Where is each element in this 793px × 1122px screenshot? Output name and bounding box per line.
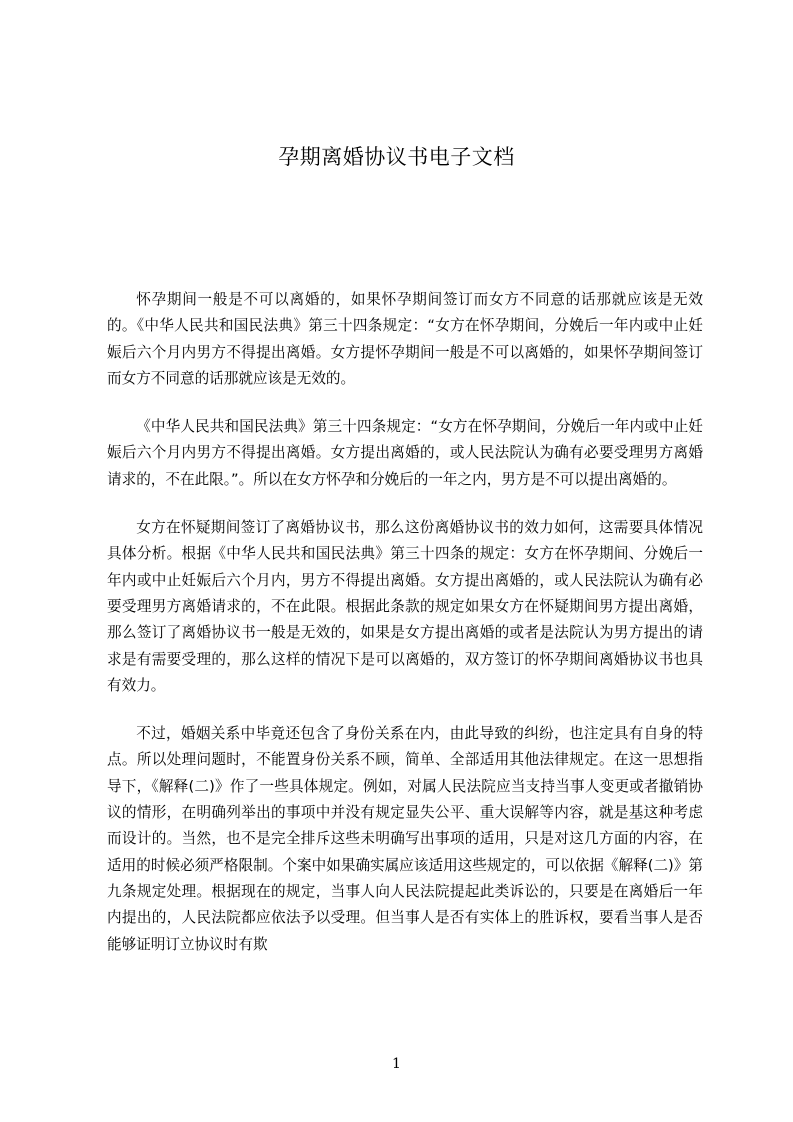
page-number: 1 xyxy=(392,1056,401,1072)
document-title: 孕期离婚协议书电子文档 xyxy=(278,145,515,169)
paragraph: 女方在怀疑期间签订了离婚协议书，那么这份离婚协议书的效力如何，这需要具体情况具体分析。根据《中华人民共和国民法典》第三十四条的规定：女方在怀孕期间、分娩后一年内或中止妊娠后六个月内，男方不得提出离婚。女方提出离婚的，或人民法院认为确有必要受理男方离婚请求的，不在此限。根据此条款的规定如果女方在怀疑期间男方提出离婚，那么签订了离婚协议书一般是无效的，如果是女方提出离婚的或者是法院认为男方提出的请求是有需要受理的，那么这样的情况下是可以离婚的，双方签订的怀孕期间离婚协议书也具有效力。 xyxy=(107,519,703,694)
document-body xyxy=(107,287,703,980)
paragraph: 《中华人民共和国民法典》第三十四条规定：“女方在怀孕期间，分娩后一年内或中止妊娠后六个月内男方不得提出离婚。女方提出离婚的，或人民法院认为确有必要受理男方离婚请求的，不在此限。”。所以在女方怀孕和分娩后的一年之内，男方是不可以提出离婚的。 xyxy=(107,418,703,488)
paragraph: 不过，婚姻关系中毕竟还包含了身份关系在内，由此导致的纠纷，也注定具有自身的特点。所以处理问题时，不能置身份关系不顾，简单、全部适用其他法律规定。在这一思想指导下，《解释(二)》作了一些具体规定。例如，对属人民法院应当支持当事人变更或者撤销协议的情形，在明确列举出的事项中并没有规定显失公平、重大误解等内容，就是基这种考虑而设计的。当然，也不是完全排斥这些未明确写出事项的适用，只是对这几方面的内容，在适用的时候必须严格限制。个案中如果确实属应该适用这些规定的，可以依据《解释(二)》第九条规定处理。根据现在的规定，当事人向人民法院提起此类诉讼的，只要是在离婚后一年内提出的，人民法院都应依法予以受理。但当事人是否有实体上的胜诉权，要看当事人是否能够证明订立协议时有欺 xyxy=(107,725,703,953)
paragraph: 怀孕期间一般是不可以离婚的，如果怀孕期间签订而女方不同意的话那就应该是无效的。《中华人民共和国民法典》第三十四条规定：“女方在怀孕期间，分娩后一年内或中止妊娠后六个月内男方不得提出离婚。女方提怀孕期间一般是不可以离婚的，如果怀孕期间签订而女方不同意的话那就应该是无效的。 xyxy=(107,291,703,387)
